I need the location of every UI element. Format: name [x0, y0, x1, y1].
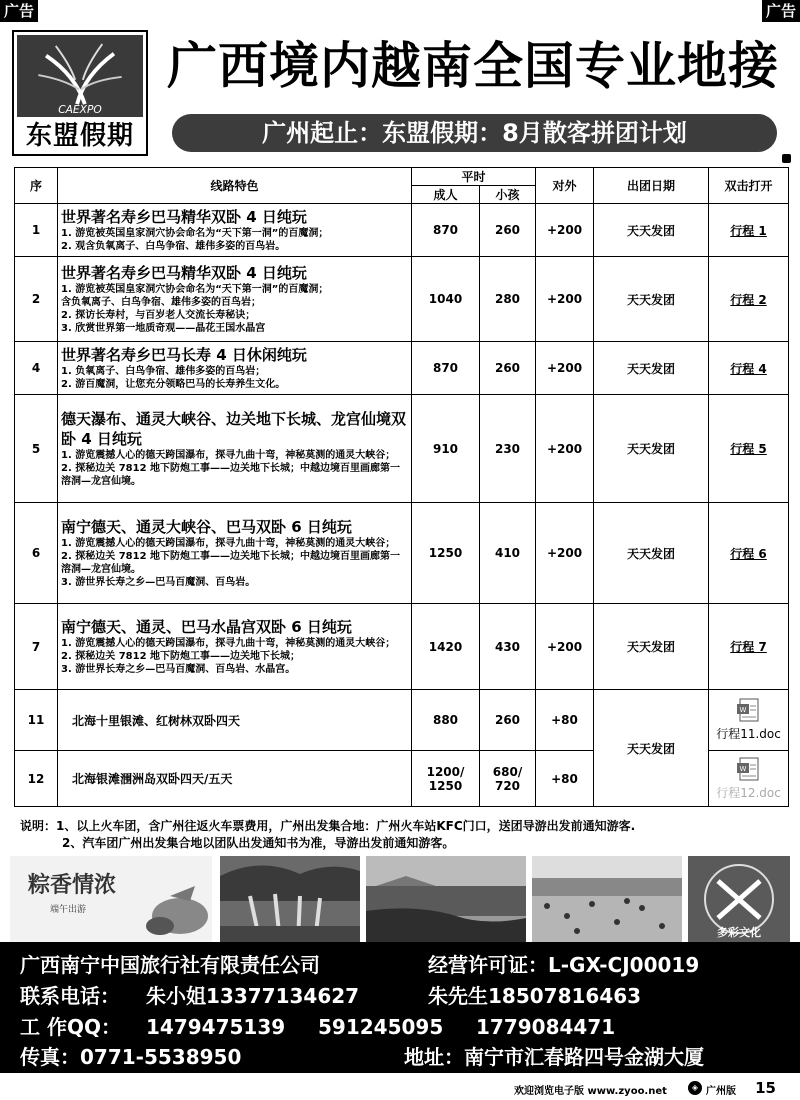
word-doc-icon	[736, 757, 762, 781]
depart-date: 天天发团	[594, 395, 709, 503]
table-row	[15, 257, 789, 342]
route-title: 北海十里银滩、红树林双卧四天	[58, 690, 412, 751]
route-detail: 1. 游览震撼人心的德天跨国瀑布，探寻九曲十弯，神秘莫测的通灵大峡谷；	[61, 638, 396, 649]
qq-number: 1479475139	[146, 1015, 286, 1039]
doc-attachment-12[interactable]	[709, 751, 789, 807]
price-adult: 1250	[412, 503, 480, 604]
route-title: 南宁德天、通灵、巴马水晶宫双卧 6 日纯玩	[61, 618, 352, 636]
svg-text:W: W	[739, 706, 746, 714]
doc-attachment-11[interactable]	[709, 690, 789, 751]
depart-date: 天天发团	[594, 604, 709, 690]
price-adult: 1040	[412, 257, 480, 342]
site-logo-icon: ◈	[688, 1081, 702, 1095]
route-detail: 2. 探访长寿村，与百岁老人交流长寿秘诀；	[61, 310, 256, 321]
photo-subtitle: 端午出游	[50, 905, 87, 915]
coast-image	[366, 856, 526, 942]
single-supplement: +80	[536, 751, 594, 807]
price-child: 260	[480, 342, 536, 395]
route-detail: 2. 探秘边关 7812 地下防炮工事——边关地下长城；	[61, 651, 301, 662]
route-detail: 3. 欣赏世界第一地质奇观——晶花王国水晶宫	[61, 323, 266, 334]
route-title: 世界著名寿乡巴马精华双卧 4 日纯玩	[61, 264, 307, 282]
header-depart: 出团日期	[594, 168, 709, 204]
row-seq: 6	[15, 503, 58, 604]
route-detail: 1. 游览震撼人心的德天跨国瀑布，探寻九曲十弯，神秘莫测的通灵大峡谷；	[61, 450, 396, 461]
company-name: 广西南宁中国旅行社有限责任公司	[20, 953, 320, 977]
route-title: 世界著名寿乡巴马长寿 4 日休闲纯玩	[61, 346, 307, 364]
route-detail: 1. 游览被英国皇家洞穴协会命名为“天下第一洞”的百魔洞；	[61, 228, 329, 239]
price-child: 680/ 720	[480, 751, 536, 807]
price-adult: 870	[412, 204, 480, 257]
itinerary-link-4[interactable]: 行程 4	[709, 342, 789, 395]
table-row	[15, 503, 789, 604]
table-row	[15, 395, 789, 503]
page-title: 广西境内越南全国专业地接	[167, 37, 779, 95]
header-child: 小孩	[480, 186, 536, 204]
itinerary-link-7[interactable]: 行程 7	[709, 604, 789, 690]
route-detail: 1. 负氧离子、白鸟争宿、雄伟多姿的百鸟岩；	[61, 366, 266, 377]
page-footer	[0, 1076, 800, 1100]
qq-label: 工 作QQ：	[20, 1015, 121, 1039]
beach-crowd-image	[532, 856, 682, 942]
price-child: 230	[480, 395, 536, 503]
table-row	[15, 604, 789, 690]
single-supplement: +200	[536, 204, 594, 257]
itinerary-link-1[interactable]: 行程 1	[709, 204, 789, 257]
photo-strip	[10, 856, 790, 942]
ad-label-left: 广告	[0, 0, 38, 22]
price-adult: 1420	[412, 604, 480, 690]
route-detail: 1. 游览震撼人心的德天跨国瀑布，探寻九曲十弯，神秘莫测的通灵大峡谷；	[61, 538, 396, 549]
logo-badge: CAEXPO	[58, 102, 102, 116]
single-supplement: +200	[536, 257, 594, 342]
route-title: 南宁德天、通灵大峡谷、巴马双卧 6 日纯玩	[61, 518, 352, 536]
edition-label: 广州版	[706, 1086, 736, 1097]
itinerary-link-5[interactable]: 行程 5	[709, 395, 789, 503]
corner-marker	[782, 154, 791, 163]
phone-label: 联系电话：	[20, 984, 120, 1008]
row-seq: 1	[15, 204, 58, 257]
header-open: 双击打开	[709, 168, 789, 204]
header-single: 对外	[536, 168, 594, 204]
route-detail: 3. 游世界长寿之乡—巴马百魔洞、百鸟岩。	[61, 577, 256, 588]
phone-contact: 朱先生18507816463	[428, 984, 642, 1008]
footer-text: 欢迎浏览电子版 www.zyoo.net	[514, 1086, 667, 1097]
price-child: 260	[480, 204, 536, 257]
photo-title: 多彩文化	[717, 926, 761, 939]
subtitle-bar	[172, 114, 777, 152]
price-adult: 870	[412, 342, 480, 395]
note-line: 说明：1、以上火车团，含广州往返火车票费用，广州出发集合地：广州火车站KFC门口，送团导游出发前通知游客.	[20, 819, 636, 833]
price-child: 410	[480, 503, 536, 604]
single-supplement: +200	[536, 503, 594, 604]
single-supplement: +200	[536, 604, 594, 690]
route-table	[14, 167, 789, 807]
row-seq: 4	[15, 342, 58, 395]
price-adult: 880	[412, 690, 480, 751]
photo-title: 粽香情浓	[28, 872, 117, 898]
single-supplement: +200	[536, 395, 594, 503]
price-adult: 910	[412, 395, 480, 503]
page-number: 15	[755, 1079, 776, 1097]
table-row	[15, 342, 789, 395]
row-seq: 5	[15, 395, 58, 503]
svg-text:W: W	[739, 764, 746, 773]
ad-label-right: 广告	[762, 0, 800, 22]
route-detail: 3. 游世界长寿之乡—巴马百魔洞、百鸟岩、水晶宫。	[61, 664, 296, 675]
row-seq: 11	[15, 690, 58, 751]
festival-image	[688, 856, 790, 942]
dragon-boat-image	[10, 856, 212, 942]
route-detail: 2. 观含负氧离子、白鸟争宿、雄伟多姿的百鸟岩。	[61, 241, 286, 252]
price-child: 280	[480, 257, 536, 342]
table-row	[15, 204, 789, 257]
phone-contact: 朱小姐13377134627	[146, 984, 360, 1008]
price-adult: 1200/ 1250	[412, 751, 480, 807]
logo-emblem	[17, 35, 143, 117]
itinerary-link-6[interactable]: 行程 6	[709, 503, 789, 604]
notes	[20, 818, 790, 852]
depart-date: 天天发团	[594, 257, 709, 342]
header-seq: 序	[15, 168, 58, 204]
table-row	[15, 690, 789, 751]
row-seq: 12	[15, 751, 58, 807]
word-doc-icon	[736, 698, 762, 722]
address: 地址：南宁市汇春路四号金湖大厦	[404, 1045, 704, 1069]
depart-date: 天天发团	[594, 342, 709, 395]
fax-number: 传真：0771-5538950	[20, 1045, 242, 1069]
price-child: 430	[480, 604, 536, 690]
route-title: 德天瀑布、通灵大峡谷、边关地下长城、龙宫仙境双卧 4 日纯玩	[61, 410, 407, 448]
itinerary-link-2[interactable]: 行程 2	[709, 257, 789, 342]
qq-number: 591245095	[318, 1015, 444, 1039]
doc-filename: 行程11.doc	[716, 727, 781, 741]
route-detail: 2. 探秘边关 7812 地下防炮工事——边关地下长城；中越边境百里画廊第一溶洞—龙宫仙境。	[61, 463, 401, 487]
logo-text: 东盟假期	[25, 121, 134, 151]
route-detail: 含负氧离子、白鸟争宿、雄伟多姿的百鸟岩；	[61, 297, 261, 308]
caexpo-logo	[12, 30, 148, 156]
row-seq: 2	[15, 257, 58, 342]
route-detail: 2. 游百魔洞，让您充分领略巴马的长寿养生文化。	[61, 379, 286, 390]
route-detail: 1. 游览被英国皇家洞穴协会命名为“天下第一洞”的百魔洞；	[61, 284, 329, 295]
price-child: 260	[480, 690, 536, 751]
license-number: 经营许可证：L-GX-CJ00019	[428, 953, 700, 977]
route-title: 世界著名寿乡巴马精华双卧 4 日纯玩	[61, 208, 307, 226]
route-detail: 2. 探秘边关 7812 地下防炮工事——边关地下长城；中越边境百里画廊第一溶洞—龙宫仙境。	[61, 551, 401, 575]
doc-filename: 行程12.doc	[716, 785, 781, 800]
route-title: 北海银滩涠洲岛双卧四天/五天	[58, 751, 412, 807]
header-regular: 平时	[412, 168, 536, 186]
single-supplement: +200	[536, 342, 594, 395]
header-adult: 成人	[412, 186, 480, 204]
company-band	[0, 942, 800, 1073]
depart-date: 天天发团	[594, 204, 709, 257]
depart-date: 天天发团	[594, 503, 709, 604]
note-line: 2、汽车团广州出发集合地以团队出发通知书为准，导游出发前通知游客。	[62, 836, 455, 850]
qq-number: 1779084471	[476, 1015, 616, 1039]
header-route: 线路特色	[58, 168, 412, 204]
subtitle: 广州起止：东盟假期：8月散客拼团计划	[262, 119, 687, 147]
depart-date: 天天发团	[594, 690, 709, 807]
single-supplement: +80	[536, 690, 594, 751]
waterfall-image	[220, 856, 360, 942]
row-seq: 7	[15, 604, 58, 690]
